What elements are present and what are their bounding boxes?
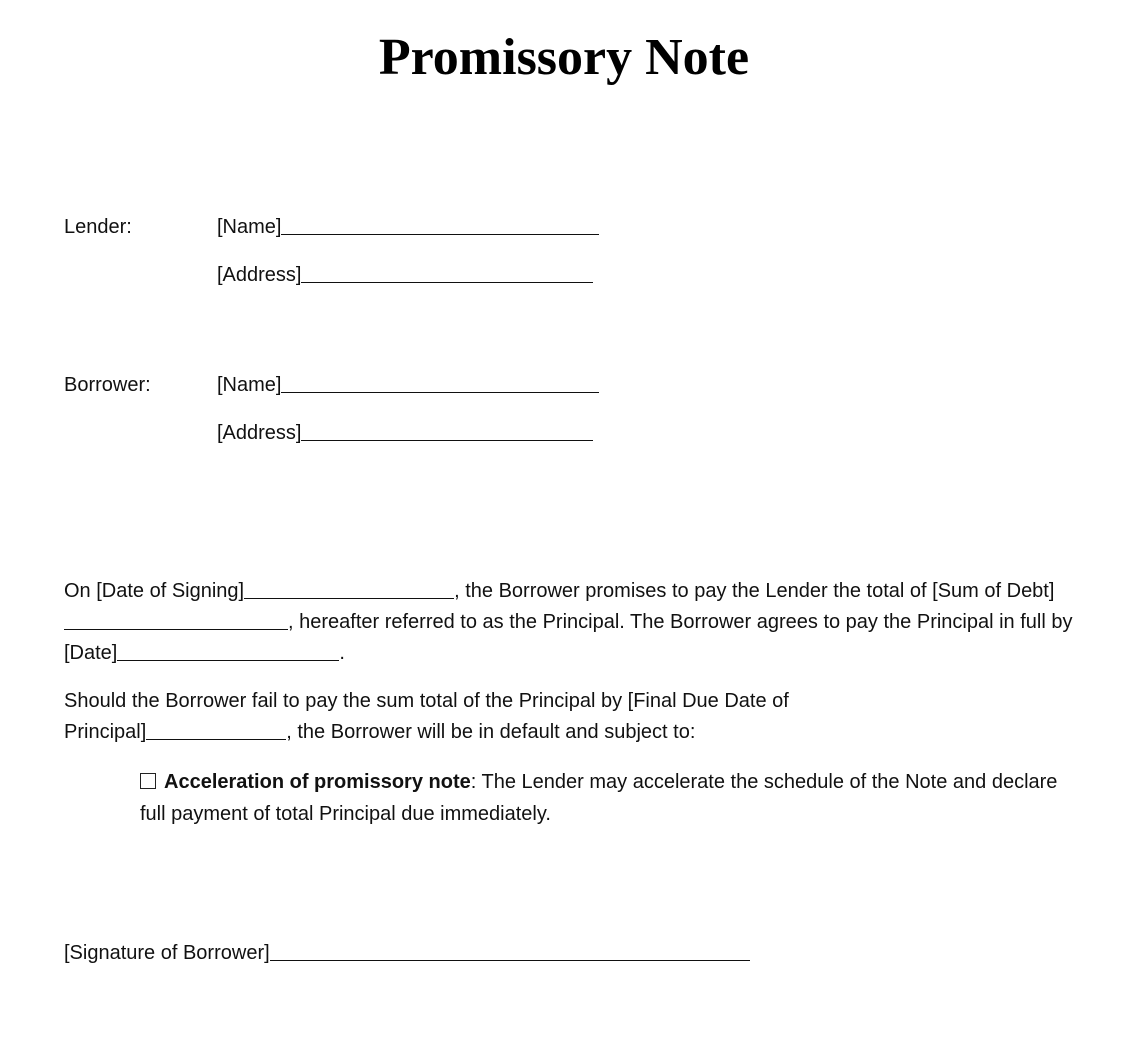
acceleration-checkbox[interactable]: [140, 773, 156, 789]
default-paragraph: [64, 686, 864, 748]
borrower-name-placeholder: [Name]: [217, 374, 282, 396]
acceleration-title: Acceleration of promissory note: [164, 771, 471, 793]
borrower-name-blank[interactable]: [281, 375, 599, 393]
signature-blank[interactable]: [270, 943, 750, 961]
borrower-address-blank[interactable]: [301, 423, 593, 441]
principal-text-3: , hereafter referred to as the Principal. The Borrower agrees to pay the Principal in full by [Date]: [64, 611, 1073, 664]
acceleration-option: [140, 766, 1060, 830]
lender-name-placeholder: [Name]: [217, 216, 282, 238]
acceleration-text: : The Lender may accelerate the schedule of the Note and declare full payment of total Principal due immediately.: [140, 771, 1058, 825]
signature-field[interactable]: [64, 938, 750, 969]
sum-of-debt-blank[interactable]: [64, 612, 288, 630]
borrower-address-placeholder: [Address]: [217, 422, 302, 444]
lender-label: Lender:: [64, 216, 132, 238]
default-text-2: , the Borrower will be in default and subject to:: [286, 721, 696, 743]
borrower-name-field[interactable]: [217, 370, 599, 401]
lender-name-field[interactable]: [217, 212, 599, 243]
lender-address-field[interactable]: [217, 260, 593, 291]
principal-text-4: .: [339, 642, 345, 664]
principal-paragraph: [64, 576, 1074, 669]
due-date-blank[interactable]: [117, 643, 339, 661]
borrower-label: Borrower:: [64, 374, 151, 396]
borrower-address-field[interactable]: [217, 418, 593, 449]
signature-label: [Signature of Borrower]: [64, 942, 270, 964]
date-of-signing-blank[interactable]: [244, 581, 454, 599]
principal-text-2: , the Borrower promises to pay the Lender the total of [Sum of Debt]: [454, 580, 1055, 602]
lender-address-blank[interactable]: [301, 265, 593, 283]
document-title: Promissory Note: [378, 29, 750, 86]
principal-text-1: On [Date of Signing]: [64, 580, 245, 602]
lender-name-blank[interactable]: [281, 217, 599, 235]
final-due-date-blank[interactable]: [146, 722, 286, 740]
lender-address-placeholder: [Address]: [217, 264, 302, 286]
default-text-1: Should the Borrower fail to pay the sum total of the Principal by [Final Due Date of Principal]: [64, 690, 789, 743]
